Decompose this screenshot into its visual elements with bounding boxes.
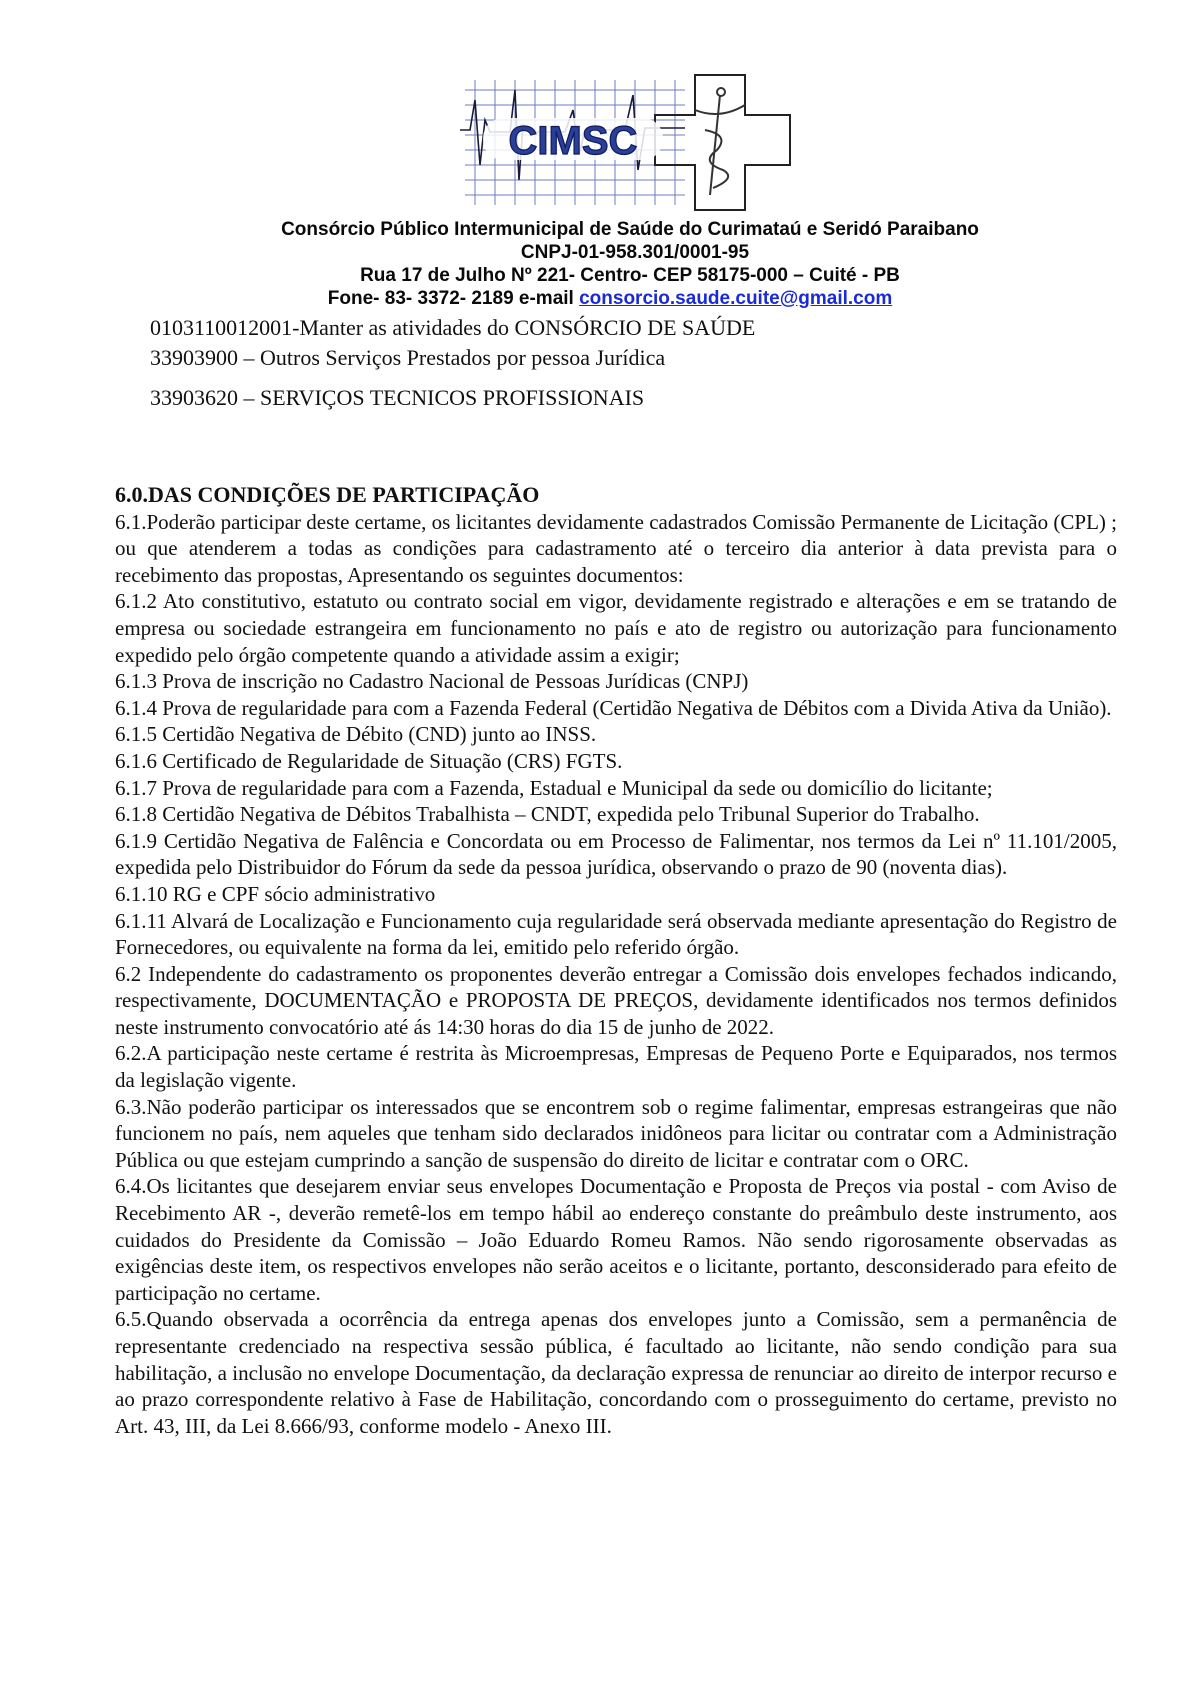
- paragraph-6-1-10: 6.1.10 RG e CPF sócio administrativo: [115, 881, 436, 906]
- budget-code-line: 33903620 – SERVIÇOS TECNICOS PROFISSIONAIS: [150, 385, 645, 410]
- section-title: 6.0.DAS CONDIÇÕES DE PARTICIPAÇÃO: [115, 482, 540, 507]
- org-name: Consórcio Público Intermunicipal de Saúde do Curimataú e Seridó Paraibano: [281, 219, 979, 240]
- org-address: Rua 17 de Julho Nº 221- Centro- CEP 58175-000 – Cuité - PB: [360, 265, 900, 286]
- org-header: [0, 218, 1200, 310]
- section-body: [115, 482, 1117, 1439]
- budget-code-line: 0103110012001-Manter as atividades do CONSÓRCIO DE SAÚDE: [150, 315, 756, 340]
- email-link[interactable]: consorcio.saude.cuite@gmail.com: [579, 288, 893, 309]
- paragraph-6-1-9: 6.1.9 Certidão Negativa de Falência e Concordata ou em Processo de Falimentar, nos termos da Lei nº 11.101/2005, expedida pelo Distribuidor do Fórum da sede da pessoa jurídica, observando o prazo de 90 (noventa dias).: [115, 828, 1117, 880]
- paragraph-6-1: 6.1.Poderão participar deste certame, os licitantes devidamente cadastrados Comissão Permanente de Licitação (CPL) ; ou que atenderem a todas as condições para cadastramento até o terceiro dia anterior à data prevista para o recebimento das propostas, Apresentando os seguintes documentos:: [115, 509, 1117, 587]
- paragraph-6-1-7: 6.1.7 Prova de regularidade para com a Fazenda, Estadual e Municipal da sede ou domicílio do licitante;: [115, 775, 993, 800]
- paragraph-6-5: 6.5.Quando observada a ocorrência da entrega apenas dos envelopes junto a Comissão, sem a permanência de representante credenciado na respectiva sessão pública, é facultado ao licitante, não sendo condição para sua habilitação, a inclusão no envelope Documentação, da declaração expressa de renunciar ao direito de interpor recurso e ao prazo correspondente relativo à Fase de Habilitação, concordando com o prosseguimento do certame, previsto no Art. 43, III, da Lei 8.666/93, conforme modelo - Anexo III.: [115, 1307, 1117, 1438]
- org-cnpj: CNPJ-01-958.301/0001-95: [520, 242, 750, 263]
- paragraph-6-3: 6.3.Não poderão participar os interessados que se encontrem sob o regime falimentar, empresas estrangeiras que não funcionem no país, nem aqueles que tenham sido declarados inidôneos para licitar ou contratar com a Administração Pública ou que estejam cumprindo a sanção de suspensão do direito de licitar e contratar com o ORC.: [115, 1094, 1117, 1172]
- paragraph-6-1-11: 6.1.11 Alvará de Localização e Funcionamento cuja regularidade será observada mediante apresentação do Registro de Fornecedores, ou equivalente na forma da lei, emitido pelo referido órgão.: [115, 908, 1117, 960]
- logo-text: CIMSC: [508, 119, 638, 163]
- org-contact: [0, 287, 1200, 310]
- paragraph-6-4: 6.4.Os licitantes que desejarem enviar seus envelopes Documentação e Proposta de Preços via postal - com Aviso de Recebimento AR -, deverão remetê-los em tempo hábil ao endereço constante do preâmbulo deste instrumento, aos cuidados do Presidente da Comissão – João Eduardo Romeu Ramos. Não sendo rigorosamente observadas as exigências deste item, os respectivos envelopes não serão aceitos e o licitante, portanto, desconsiderado para efeito de participação no certame.: [115, 1174, 1117, 1305]
- cimsc-logo: [455, 70, 815, 220]
- paragraph-6-2: 6.2 Independente do cadastramento os proponentes deverão entregar a Comissão dois envelopes fechados indicando, respectivamente, DOCUMENTAÇÃO e PROPOSTA DE PREÇOS, devidamente identificados nos termos definidos neste instrumento convocatório até ás 14:30 horas do dia 15 de junho de 2022.: [115, 961, 1117, 1039]
- paragraph-6-2-a: 6.2.A participação neste certame é restrita às Microempresas, Empresas de Pequeno Porte e Equiparados, nos termos da legislação vigente.: [115, 1041, 1117, 1093]
- paragraph-6-1-8: 6.1.8 Certidão Negativa de Débitos Trabalhista – CNDT, expedida pelo Tribunal Superior do Trabalho.: [115, 802, 980, 827]
- paragraph-6-1-5: 6.1.5 Certidão Negativa de Débito (CND) junto ao INSS.: [115, 722, 597, 747]
- budget-code-line: 33903900 – Outros Serviços Prestados por pessoa Jurídica: [150, 345, 666, 370]
- paragraph-6-1-6: 6.1.6 Certificado de Regularidade de Situação (CRS) FGTS.: [115, 748, 623, 773]
- paragraph-6-1-2: 6.1.2 Ato constitutivo, estatuto ou contrato social em vigor, devidamente registrado e alterações e em se tratando de empresa ou sociedade estrangeira em funcionamento no país e ato de registro ou autorização para funcionamento expedido pelo órgão competente quando a atividade assim a exigir;: [115, 589, 1117, 667]
- org-phone: Fone- 83- 3372- 2189 e-mail: [327, 288, 580, 309]
- paragraph-6-1-3: 6.1.3 Prova de inscrição no Cadastro Nacional de Pessoas Jurídicas (CNPJ): [115, 669, 749, 694]
- paragraph-6-1-4: 6.1.4 Prova de regularidade para com a Fazenda Federal (Certidão Negativa de Débitos com a Divida Ativa da União).: [115, 695, 1112, 720]
